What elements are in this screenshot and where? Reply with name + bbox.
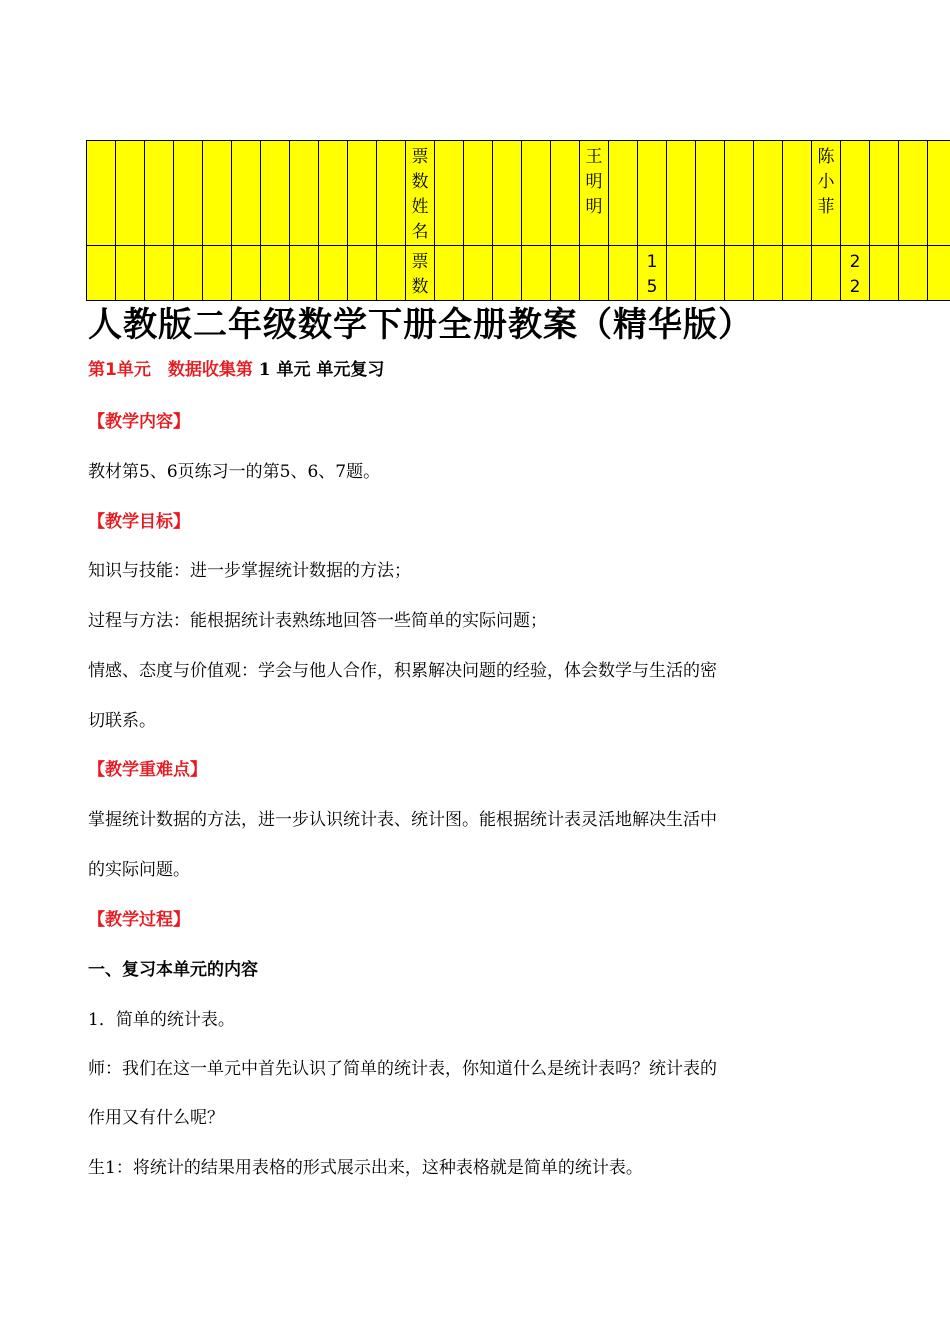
table-cell xyxy=(377,246,406,301)
table-cell xyxy=(290,246,319,301)
table-cell xyxy=(493,246,522,301)
header-votes-name: 票数姓名 xyxy=(411,147,429,242)
table-cell xyxy=(464,246,493,301)
table-cell xyxy=(899,141,928,246)
table-cell xyxy=(261,246,290,301)
table-cell xyxy=(580,141,609,246)
section-heading-goals: 【教学目标】 xyxy=(88,512,190,532)
votes-value-1: 15 xyxy=(646,252,658,297)
table-cell xyxy=(551,141,580,246)
header-votes: 票数 xyxy=(411,252,429,297)
table-cell xyxy=(377,141,406,246)
candidate-name-2: 陈小菲 xyxy=(817,147,835,217)
table-cell xyxy=(812,141,841,246)
goal-attitude-line1: 情感、态度与价值观：学会与他人合作，积累解决问题的经验，体会数学与生活的密 xyxy=(88,661,717,681)
table-cell xyxy=(551,246,580,301)
table-cell xyxy=(609,246,638,301)
table-cell xyxy=(812,246,841,301)
table-cell xyxy=(145,141,174,246)
table-cell xyxy=(232,246,261,301)
table-cell xyxy=(435,141,464,246)
content-text: 教材第5、6页练习一的第5、6、7题。 xyxy=(88,462,381,482)
table-row xyxy=(87,141,950,246)
table-cell xyxy=(232,141,261,246)
goal-process: 过程与方法：能根据统计表熟练地回答一些简单的实际问题； xyxy=(88,611,547,631)
table-cell xyxy=(783,141,812,246)
section-heading-content: 【教学内容】 xyxy=(88,412,190,432)
table-cell xyxy=(290,141,319,246)
table-cell xyxy=(638,246,667,301)
table-cell xyxy=(493,141,522,246)
vote-table xyxy=(86,140,950,301)
unit-subtitle-rest: 单元 单元复习 xyxy=(276,360,385,380)
section-heading-key-points: 【教学重难点】 xyxy=(88,760,207,780)
part-one-heading: 一、复习本单元的内容 xyxy=(88,960,258,980)
key-points-line2: 的实际问题。 xyxy=(88,860,190,880)
goal-knowledge: 知识与技能：进一步掌握统计数据的方法； xyxy=(88,561,411,581)
document-title: 人教版二年级数学下册全册教案（精华版） xyxy=(88,305,753,345)
table-cell xyxy=(870,246,899,301)
table-cell xyxy=(667,246,696,301)
table-cell xyxy=(203,246,232,301)
votes-value-2: 22 xyxy=(849,252,861,297)
table-cell xyxy=(319,141,348,246)
table-cell xyxy=(464,141,493,246)
teacher-question-line1: 师：我们在这一单元中首先认识了简单的统计表，你知道什么是统计表吗？统计表的 xyxy=(88,1059,717,1079)
table-cell xyxy=(522,141,551,246)
table-cell xyxy=(406,246,435,301)
table-row xyxy=(87,246,950,301)
table-cell xyxy=(638,141,667,246)
table-cell xyxy=(319,246,348,301)
table-cell xyxy=(725,141,754,246)
table-cell xyxy=(116,246,145,301)
key-points-line1: 掌握统计数据的方法，进一步认识统计表、统计图。能根据统计表灵活地解决生活中 xyxy=(88,810,717,830)
table-cell xyxy=(696,246,725,301)
table-cell xyxy=(696,141,725,246)
table-cell xyxy=(783,246,812,301)
table-cell xyxy=(406,141,435,246)
table-cell xyxy=(435,246,464,301)
table-cell xyxy=(580,246,609,301)
student-answer-1: 生1：将统计的结果用表格的形式展示出来，这种表格就是简单的统计表。 xyxy=(88,1158,643,1178)
table-cell xyxy=(899,246,928,301)
table-cell xyxy=(261,141,290,246)
unit-subtitle xyxy=(88,358,384,382)
table-cell xyxy=(174,141,203,246)
unit-subtitle-number: 1 xyxy=(252,360,277,380)
table-cell xyxy=(174,246,203,301)
table-cell xyxy=(667,141,696,246)
table-cell xyxy=(928,246,950,301)
table-cell xyxy=(725,246,754,301)
teacher-question-line2: 作用又有什么呢？ xyxy=(88,1108,224,1128)
candidate-name-1: 王明明 xyxy=(585,147,603,217)
table-cell xyxy=(348,246,377,301)
table-cell xyxy=(928,141,950,246)
section-heading-process: 【教学过程】 xyxy=(88,910,190,930)
table-cell xyxy=(754,141,783,246)
item-one: 1．简单的统计表。 xyxy=(88,1010,235,1030)
table-cell xyxy=(841,246,870,301)
table-cell xyxy=(87,141,116,246)
table-cell xyxy=(522,246,551,301)
goal-attitude-line2: 切联系。 xyxy=(88,711,156,731)
table-cell xyxy=(609,141,638,246)
table-cell xyxy=(870,141,899,246)
table-cell xyxy=(348,141,377,246)
table-cell xyxy=(754,246,783,301)
table-cell xyxy=(145,246,174,301)
table-cell xyxy=(87,246,116,301)
table-cell xyxy=(203,141,232,246)
unit-subtitle-red: 第1单元 数据收集第 xyxy=(88,360,253,380)
table-cell xyxy=(116,141,145,246)
table-cell xyxy=(841,141,870,246)
